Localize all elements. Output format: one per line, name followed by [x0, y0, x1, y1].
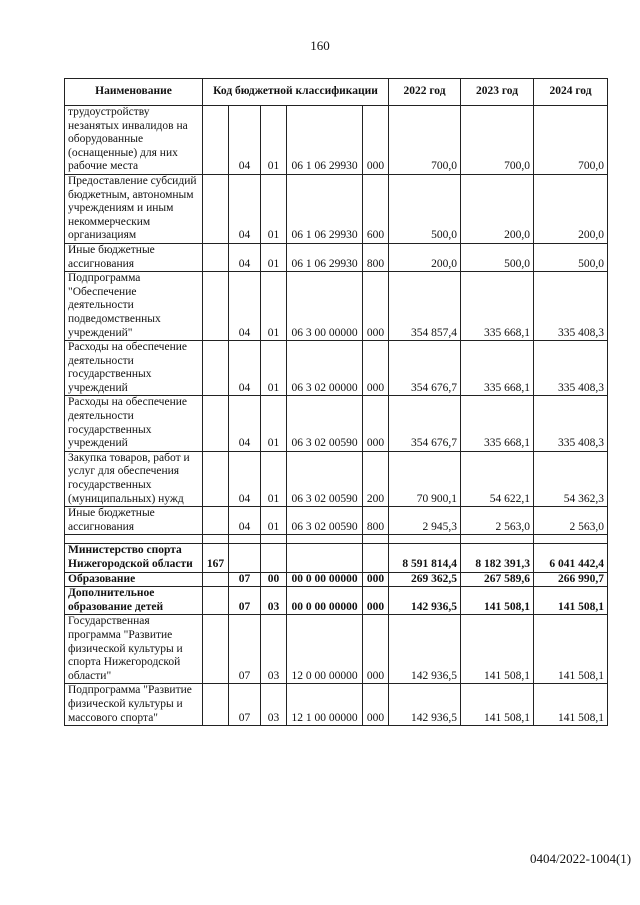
cell-section-code: [229, 544, 261, 572]
table-row: [65, 174, 608, 243]
cell-subsection-code: 01: [261, 106, 287, 175]
header-2022: 2022 год: [389, 79, 461, 106]
cell-2023: 335 668,1: [461, 341, 534, 396]
cell-ministry-code: [203, 587, 229, 615]
cell-target-code: 06 3 02 00590: [287, 451, 363, 506]
cell-name: Министерство спорта Нижегородской области: [65, 544, 203, 572]
cell-section-code: 07: [229, 615, 261, 684]
cell-subsection-code: 01: [261, 341, 287, 396]
cell-name: Иные бюджетные ассигнования: [65, 507, 203, 535]
cell-2024: 335 408,3: [534, 341, 608, 396]
cell-expense-type: 600: [363, 174, 389, 243]
cell-2024: 700,0: [534, 106, 608, 175]
cell-2023: 141 508,1: [461, 684, 534, 726]
cell-2022: 142 936,5: [389, 615, 461, 684]
spacer-cell: [389, 535, 461, 544]
cell-2023: 700,0: [461, 106, 534, 175]
cell-target-code: 06 1 06 29930: [287, 243, 363, 271]
spacer-cell: [287, 535, 363, 544]
cell-2022: 142 936,5: [389, 587, 461, 615]
cell-target-code: 06 1 06 29930: [287, 174, 363, 243]
header-2024: 2024 год: [534, 79, 608, 106]
cell-2024: 266 990,7: [534, 572, 608, 587]
cell-subsection-code: 01: [261, 243, 287, 271]
spacer-cell: [65, 535, 203, 544]
table-row: [65, 684, 608, 726]
table-row: [65, 615, 608, 684]
cell-name: Образование: [65, 572, 203, 587]
cell-2023: 8 182 391,3: [461, 544, 534, 572]
table-body: [65, 106, 608, 726]
cell-2022: 142 936,5: [389, 684, 461, 726]
cell-name: Расходы на обеспечение деятельности государственных учреждений: [65, 396, 203, 451]
cell-2023: 54 622,1: [461, 451, 534, 506]
cell-expense-type: 200: [363, 451, 389, 506]
cell-expense-type: 000: [363, 615, 389, 684]
cell-expense-type: 800: [363, 243, 389, 271]
cell-expense-type: 000: [363, 684, 389, 726]
table-row: [65, 396, 608, 451]
table-row: [65, 507, 608, 535]
cell-ministry-code: [203, 684, 229, 726]
cell-2024: 2 563,0: [534, 507, 608, 535]
cell-subsection-code: 01: [261, 507, 287, 535]
cell-2023: 500,0: [461, 243, 534, 271]
cell-section-code: 07: [229, 572, 261, 587]
cell-2023: 2 563,0: [461, 507, 534, 535]
cell-expense-type: 000: [363, 587, 389, 615]
spacer-cell: [363, 535, 389, 544]
cell-2024: 141 508,1: [534, 615, 608, 684]
table-row: [65, 587, 608, 615]
cell-2024: 141 508,1: [534, 684, 608, 726]
cell-subsection-code: 01: [261, 272, 287, 341]
cell-target-code: 12 1 00 00000: [287, 684, 363, 726]
cell-2022: 8 591 814,4: [389, 544, 461, 572]
cell-target-code: 06 3 00 00000: [287, 272, 363, 341]
cell-subsection-code: [261, 544, 287, 572]
cell-expense-type: 000: [363, 341, 389, 396]
cell-expense-type: 000: [363, 396, 389, 451]
table-row: [65, 106, 608, 175]
cell-subsection-code: 01: [261, 174, 287, 243]
cell-2024: 6 041 442,4: [534, 544, 608, 572]
cell-ministry-code: [203, 243, 229, 271]
cell-ministry-code: [203, 615, 229, 684]
spacer-cell: [261, 535, 287, 544]
cell-expense-type: 000: [363, 106, 389, 175]
cell-name: Закупка товаров, работ и услуг для обеспечения государственных (муниципальных) нужд: [65, 451, 203, 506]
spacer-cell: [461, 535, 534, 544]
cell-subsection-code: 01: [261, 396, 287, 451]
cell-target-code: 06 1 06 29930: [287, 106, 363, 175]
cell-target-code: 06 3 02 00590: [287, 396, 363, 451]
cell-target-code: 00 0 00 00000: [287, 587, 363, 615]
cell-expense-type: 800: [363, 507, 389, 535]
cell-target-code: 12 0 00 00000: [287, 615, 363, 684]
cell-2023: 335 668,1: [461, 396, 534, 451]
cell-target-code: 00 0 00 00000: [287, 572, 363, 587]
cell-subsection-code: 00: [261, 572, 287, 587]
cell-target-code: 06 3 02 00000: [287, 341, 363, 396]
cell-2024: 335 408,3: [534, 272, 608, 341]
cell-target-code: [287, 544, 363, 572]
spacer-cell: [229, 535, 261, 544]
cell-section-code: 04: [229, 341, 261, 396]
table-row: [65, 544, 608, 572]
cell-ministry-code: [203, 572, 229, 587]
table-row: [65, 272, 608, 341]
cell-2022: 500,0: [389, 174, 461, 243]
cell-subsection-code: 03: [261, 587, 287, 615]
cell-expense-type: [363, 544, 389, 572]
cell-ministry-code: [203, 106, 229, 175]
cell-expense-type: 000: [363, 272, 389, 341]
cell-name: Подпрограмма "Развитие физической культуры и массового спорта": [65, 684, 203, 726]
cell-ministry-code: 167: [203, 544, 229, 572]
cell-section-code: 04: [229, 451, 261, 506]
cell-name: Предоставление субсидий бюджетным, автономным учреждениям и иным некоммерческим организациям: [65, 174, 203, 243]
cell-2022: 70 900,1: [389, 451, 461, 506]
cell-2022: 2 945,3: [389, 507, 461, 535]
table-row: [65, 243, 608, 271]
cell-section-code: 04: [229, 396, 261, 451]
cell-ministry-code: [203, 174, 229, 243]
cell-name: Расходы на обеспечение деятельности государственных учреждений: [65, 341, 203, 396]
cell-section-code: 07: [229, 587, 261, 615]
budget-table: [64, 78, 608, 726]
cell-section-code: 04: [229, 272, 261, 341]
spacer-cell: [534, 535, 608, 544]
cell-expense-type: 000: [363, 572, 389, 587]
cell-2023: 141 508,1: [461, 615, 534, 684]
cell-section-code: 04: [229, 243, 261, 271]
cell-section-code: 04: [229, 174, 261, 243]
table-row: [65, 451, 608, 506]
document-id: 0404/2022-1004(1): [530, 851, 632, 866]
cell-section-code: 04: [229, 106, 261, 175]
cell-ministry-code: [203, 507, 229, 535]
cell-name: трудоустройству незанятых инвалидов на оборудованные (оснащенные) для них рабочие места: [65, 106, 203, 175]
cell-name: Государственная программа "Развитие физической культуры и спорта Нижегородской области": [65, 615, 203, 684]
cell-ministry-code: [203, 451, 229, 506]
cell-name: Подпрограмма "Обеспечение деятельности подведомственных учреждений": [65, 272, 203, 341]
cell-subsection-code: 03: [261, 684, 287, 726]
cell-2024: 500,0: [534, 243, 608, 271]
cell-2022: 269 362,5: [389, 572, 461, 587]
cell-2023: 141 508,1: [461, 587, 534, 615]
table-row: [65, 572, 608, 587]
table-header-row: [65, 79, 608, 106]
cell-2024: 54 362,3: [534, 451, 608, 506]
spacer-cell: [203, 535, 229, 544]
header-2023: 2023 год: [461, 79, 534, 106]
cell-2022: 354 676,7: [389, 396, 461, 451]
header-name: Наименование: [65, 79, 203, 106]
cell-2022: 354 676,7: [389, 341, 461, 396]
cell-ministry-code: [203, 396, 229, 451]
cell-2023: 267 589,6: [461, 572, 534, 587]
cell-subsection-code: 03: [261, 615, 287, 684]
cell-subsection-code: 01: [261, 451, 287, 506]
cell-ministry-code: [203, 272, 229, 341]
cell-target-code: 06 3 02 00590: [287, 507, 363, 535]
cell-2022: 700,0: [389, 106, 461, 175]
cell-2024: 335 408,3: [534, 396, 608, 451]
cell-2024: 200,0: [534, 174, 608, 243]
cell-name: Иные бюджетные ассигнования: [65, 243, 203, 271]
cell-2022: 354 857,4: [389, 272, 461, 341]
spacer-row: [65, 535, 608, 544]
cell-name: Дополнительное образование детей: [65, 587, 203, 615]
cell-2024: 141 508,1: [534, 587, 608, 615]
cell-2023: 335 668,1: [461, 272, 534, 341]
cell-2023: 200,0: [461, 174, 534, 243]
cell-2022: 200,0: [389, 243, 461, 271]
table-row: [65, 341, 608, 396]
cell-section-code: 04: [229, 507, 261, 535]
cell-section-code: 07: [229, 684, 261, 726]
cell-ministry-code: [203, 341, 229, 396]
page-number: 160: [310, 38, 330, 53]
header-code: Код бюджетной классификации: [203, 79, 389, 106]
